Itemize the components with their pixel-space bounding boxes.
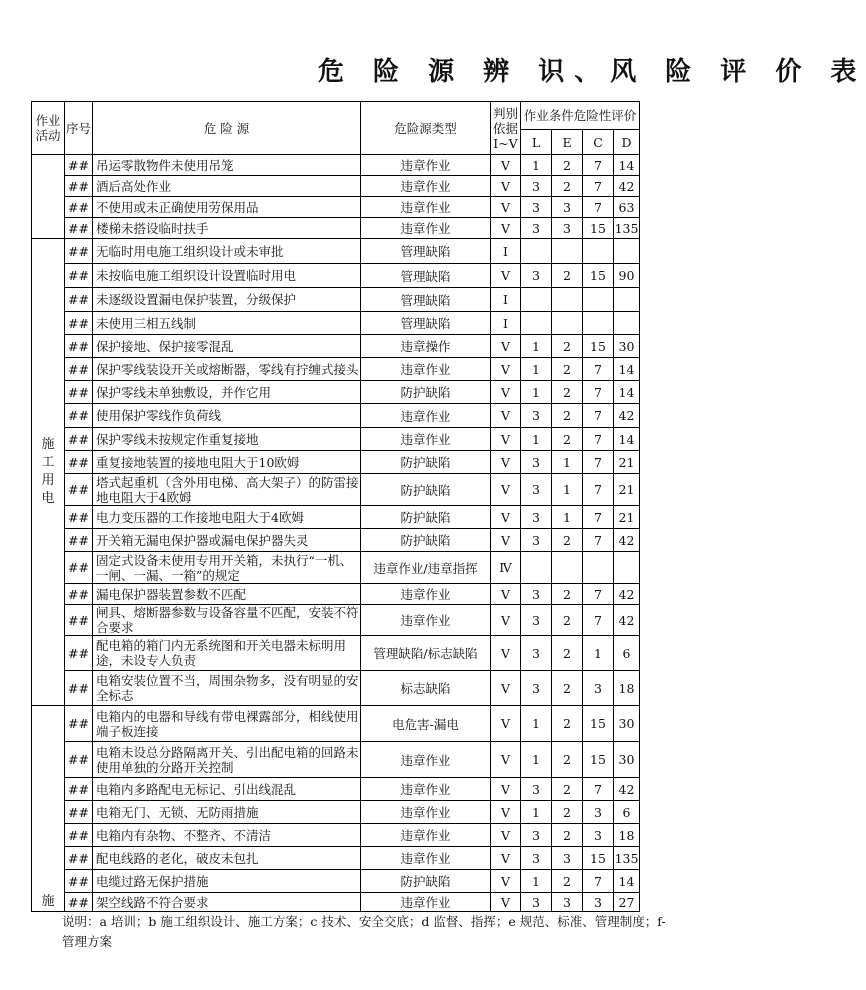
- type-cell: 防护缺陷: [361, 474, 491, 506]
- hazard-cell: 闸具、熔断器参数与设备容量不匹配，安装不符合要求: [93, 605, 361, 636]
- hazard-cell: 未逐级设置漏电保护装置，分级保护: [93, 288, 361, 312]
- seq-cell: ##: [65, 288, 93, 312]
- table-row: [32, 239, 640, 264]
- d-cell: 42: [614, 605, 640, 636]
- hazard-cell: 未使用三相五线制: [93, 312, 361, 335]
- l-cell: [521, 239, 552, 264]
- c-cell: 3: [583, 671, 614, 706]
- d-cell: 135: [614, 847, 640, 870]
- e-cell: 2: [552, 335, 583, 358]
- e-cell: 2: [552, 778, 583, 801]
- c-cell: 7: [583, 584, 614, 605]
- e-cell: 3: [552, 218, 583, 239]
- l-cell: 3: [521, 584, 552, 605]
- e-cell: 2: [552, 636, 583, 671]
- e-cell: 1: [552, 451, 583, 474]
- header-type: 危险源类型: [361, 102, 491, 155]
- l-cell: 3: [521, 264, 552, 288]
- table-row: [32, 381, 640, 404]
- basis-cell: V: [491, 404, 521, 428]
- type-cell: 防护缺陷: [361, 870, 491, 893]
- hazard-cell: 配电箱的箱门内无系统图和开关电器未标明用途，未设专人负责: [93, 636, 361, 671]
- d-cell: 18: [614, 671, 640, 706]
- c-cell: 15: [583, 742, 614, 778]
- c-cell: 3: [583, 824, 614, 847]
- basis-cell: V: [491, 671, 521, 706]
- header-eval-group: 作业条件危险性评价: [521, 102, 640, 130]
- seq-cell: ##: [65, 742, 93, 778]
- activity-cell: [32, 155, 65, 239]
- d-cell: [614, 312, 640, 335]
- type-cell: 防护缺陷: [361, 506, 491, 529]
- type-cell: 违章作业: [361, 155, 491, 176]
- table-row: [32, 552, 640, 584]
- basis-cell: V: [491, 847, 521, 870]
- table-row: [32, 506, 640, 529]
- basis-cell: V: [491, 428, 521, 451]
- basis-cell: V: [491, 506, 521, 529]
- d-cell: 27: [614, 893, 640, 912]
- basis-cell: V: [491, 451, 521, 474]
- seq-cell: ##: [65, 264, 93, 288]
- hazard-cell: 电箱安装位置不当，周围杂物多，没有明显的安全标志: [93, 671, 361, 706]
- seq-cell: ##: [65, 636, 93, 671]
- type-cell: 违章作业: [361, 801, 491, 824]
- d-cell: 6: [614, 636, 640, 671]
- l-cell: 1: [521, 428, 552, 451]
- e-cell: 1: [552, 474, 583, 506]
- seq-cell: ##: [65, 529, 93, 552]
- e-cell: 2: [552, 176, 583, 197]
- type-cell: 标志缺陷: [361, 671, 491, 706]
- seq-cell: ##: [65, 778, 93, 801]
- table-row: [32, 742, 640, 778]
- table-row: [32, 671, 640, 706]
- seq-cell: ##: [65, 176, 93, 197]
- l-cell: 3: [521, 847, 552, 870]
- c-cell: 7: [583, 451, 614, 474]
- header-activity: 作业活动: [32, 102, 65, 155]
- e-cell: [552, 552, 583, 584]
- l-cell: 1: [521, 742, 552, 778]
- e-cell: 1: [552, 506, 583, 529]
- type-cell: 违章作业/违章指挥: [361, 552, 491, 584]
- table-row: [32, 428, 640, 451]
- l-cell: 3: [521, 778, 552, 801]
- table-row: [32, 218, 640, 239]
- hazard-cell: 不使用或未正确使用劳保用品: [93, 197, 361, 218]
- l-cell: 3: [521, 176, 552, 197]
- d-cell: 30: [614, 335, 640, 358]
- type-cell: 违章作业: [361, 742, 491, 778]
- type-cell: 违章作业: [361, 824, 491, 847]
- seq-cell: ##: [65, 847, 93, 870]
- l-cell: 3: [521, 824, 552, 847]
- table-row: [32, 358, 640, 381]
- c-cell: 7: [583, 870, 614, 893]
- basis-cell: V: [491, 358, 521, 381]
- d-cell: 30: [614, 706, 640, 742]
- c-cell: 7: [583, 529, 614, 552]
- type-cell: 管理缺陷: [361, 264, 491, 288]
- basis-cell: Ⅳ: [491, 552, 521, 584]
- type-cell: 违章作业: [361, 605, 491, 636]
- basis-cell: V: [491, 605, 521, 636]
- d-cell: [614, 552, 640, 584]
- d-cell: 6: [614, 801, 640, 824]
- activity-cell: [32, 239, 65, 706]
- table-row: [32, 264, 640, 288]
- l-cell: 3: [521, 636, 552, 671]
- e-cell: 2: [552, 605, 583, 636]
- c-cell: 7: [583, 778, 614, 801]
- hazard-cell: 电箱内的电器和导线有带电裸露部分，相线使用端子板连接: [93, 706, 361, 742]
- hazard-cell: 电力变压器的工作接地电阻大于4欧姆: [93, 506, 361, 529]
- table-row: [32, 801, 640, 824]
- type-cell: 违章作业: [361, 404, 491, 428]
- c-cell: 15: [583, 847, 614, 870]
- e-cell: 2: [552, 706, 583, 742]
- basis-cell: V: [491, 824, 521, 847]
- table-row: [32, 312, 640, 335]
- hazard-cell: 电箱无门、无锁、无防雨措施: [93, 801, 361, 824]
- seq-cell: ##: [65, 474, 93, 506]
- c-cell: 7: [583, 506, 614, 529]
- activity-label: 施工用电: [41, 437, 55, 506]
- hazard-cell: 电箱未设总分路隔离开关、引出配电箱的回路未使用单独的分路开关控制: [93, 742, 361, 778]
- basis-cell: V: [491, 176, 521, 197]
- hazard-cell: 未按临电施工组织设计设置临时用电: [93, 264, 361, 288]
- l-cell: 3: [521, 605, 552, 636]
- c-cell: 7: [583, 155, 614, 176]
- l-cell: 1: [521, 706, 552, 742]
- type-cell: 违章操作: [361, 335, 491, 358]
- seq-cell: ##: [65, 312, 93, 335]
- c-cell: 7: [583, 404, 614, 428]
- seq-cell: ##: [65, 584, 93, 605]
- d-cell: 90: [614, 264, 640, 288]
- d-cell: 42: [614, 529, 640, 552]
- hazard-cell: 保护零线未单独敷设，并作它用: [93, 381, 361, 404]
- seq-cell: ##: [65, 671, 93, 706]
- hazard-cell: 电缆过路无保护措施: [93, 870, 361, 893]
- table-row: [32, 335, 640, 358]
- basis-cell: V: [491, 335, 521, 358]
- seq-cell: ##: [65, 155, 93, 176]
- seq-cell: ##: [65, 801, 93, 824]
- basis-cell: V: [491, 801, 521, 824]
- hazard-cell: 楼梯未搭设临时扶手: [93, 218, 361, 239]
- table-row: [32, 529, 640, 552]
- table-row: [32, 404, 640, 428]
- header-d: D: [614, 130, 640, 155]
- c-cell: 7: [583, 474, 614, 506]
- hazard-cell: 使用保护零线作负荷线: [93, 404, 361, 428]
- e-cell: 2: [552, 801, 583, 824]
- l-cell: 1: [521, 358, 552, 381]
- seq-cell: ##: [65, 335, 93, 358]
- basis-cell: V: [491, 636, 521, 671]
- e-cell: 3: [552, 197, 583, 218]
- seq-cell: ##: [65, 404, 93, 428]
- table-row: [32, 893, 640, 912]
- seq-cell: ##: [65, 605, 93, 636]
- d-cell: 42: [614, 778, 640, 801]
- type-cell: 管理缺陷/标志缺陷: [361, 636, 491, 671]
- table-row: [32, 451, 640, 474]
- c-cell: [583, 312, 614, 335]
- table-row: [32, 778, 640, 801]
- l-cell: 3: [521, 529, 552, 552]
- seq-cell: ##: [65, 552, 93, 584]
- c-cell: 7: [583, 358, 614, 381]
- table-row: [32, 288, 640, 312]
- c-cell: 15: [583, 218, 614, 239]
- d-cell: 42: [614, 584, 640, 605]
- seq-cell: ##: [65, 218, 93, 239]
- seq-cell: ##: [65, 893, 93, 912]
- table-row: [32, 706, 640, 742]
- c-cell: 7: [583, 605, 614, 636]
- e-cell: 2: [552, 584, 583, 605]
- e-cell: 2: [552, 264, 583, 288]
- basis-cell: V: [491, 706, 521, 742]
- header-basis: 判别依据I~V: [491, 102, 521, 155]
- c-cell: [583, 288, 614, 312]
- hazard-cell: 重复接地装置的接地电阻大于10欧姆: [93, 451, 361, 474]
- table-row: [32, 155, 640, 176]
- table-row: [32, 197, 640, 218]
- basis-cell: V: [491, 742, 521, 778]
- seq-cell: ##: [65, 706, 93, 742]
- page-title: 危 险 源 辨 识、风 险 评 价 表: [318, 57, 866, 87]
- type-cell: 防护缺陷: [361, 381, 491, 404]
- l-cell: 1: [521, 801, 552, 824]
- e-cell: 3: [552, 893, 583, 912]
- c-cell: 15: [583, 335, 614, 358]
- l-cell: 3: [521, 218, 552, 239]
- type-cell: 管理缺陷: [361, 312, 491, 335]
- l-cell: [521, 552, 552, 584]
- hazard-cell: 电箱内多路配电无标记、引出线混乱: [93, 778, 361, 801]
- table-row: [32, 584, 640, 605]
- e-cell: 2: [552, 870, 583, 893]
- basis-cell: V: [491, 893, 521, 912]
- d-cell: 14: [614, 428, 640, 451]
- d-cell: 63: [614, 197, 640, 218]
- l-cell: 3: [521, 893, 552, 912]
- l-cell: 3: [521, 404, 552, 428]
- header-l: L: [521, 130, 552, 155]
- basis-cell: Ⅰ: [491, 288, 521, 312]
- hazard-cell: 保护零线装设开关或熔断器，零线有拧缠式接头: [93, 358, 361, 381]
- basis-cell: V: [491, 381, 521, 404]
- basis-cell: V: [491, 474, 521, 506]
- l-cell: 1: [521, 381, 552, 404]
- c-cell: 3: [583, 801, 614, 824]
- l-cell: 3: [521, 671, 552, 706]
- e-cell: 2: [552, 824, 583, 847]
- c-cell: 15: [583, 706, 614, 742]
- e-cell: 2: [552, 742, 583, 778]
- c-cell: 7: [583, 428, 614, 451]
- basis-cell: V: [491, 584, 521, 605]
- type-cell: 违章作业: [361, 847, 491, 870]
- e-cell: [552, 312, 583, 335]
- d-cell: 21: [614, 451, 640, 474]
- basis-cell: V: [491, 529, 521, 552]
- basis-cell: V: [491, 155, 521, 176]
- d-cell: [614, 288, 640, 312]
- activity-cell: [32, 706, 65, 912]
- table-row: [32, 474, 640, 506]
- c-cell: 1: [583, 636, 614, 671]
- table-row: [32, 847, 640, 870]
- e-cell: 2: [552, 155, 583, 176]
- type-cell: 违章作业: [361, 176, 491, 197]
- seq-cell: ##: [65, 870, 93, 893]
- basis-cell: Ⅰ: [491, 312, 521, 335]
- d-cell: 42: [614, 404, 640, 428]
- l-cell: [521, 312, 552, 335]
- e-cell: 2: [552, 404, 583, 428]
- hazard-cell: 塔式起重机（含外用电梯、高大架子）的防雷接地电阻大于4欧姆: [93, 474, 361, 506]
- type-cell: 违章作业: [361, 428, 491, 451]
- l-cell: 3: [521, 506, 552, 529]
- l-cell: 3: [521, 451, 552, 474]
- hazard-cell: 保护接地、保护接零混乱: [93, 335, 361, 358]
- table-row: [32, 176, 640, 197]
- hazard-cell: 酒后高处作业: [93, 176, 361, 197]
- seq-cell: ##: [65, 451, 93, 474]
- hazard-cell: 保护零线未按规定作重复接地: [93, 428, 361, 451]
- c-cell: 7: [583, 381, 614, 404]
- e-cell: [552, 288, 583, 312]
- c-cell: 15: [583, 264, 614, 288]
- type-cell: 违章作业: [361, 197, 491, 218]
- type-cell: 电危害-漏电: [361, 706, 491, 742]
- seq-cell: ##: [65, 197, 93, 218]
- seq-cell: ##: [65, 358, 93, 381]
- l-cell: 3: [521, 197, 552, 218]
- table-row: [32, 605, 640, 636]
- d-cell: 14: [614, 358, 640, 381]
- seq-cell: ##: [65, 428, 93, 451]
- basis-cell: V: [491, 197, 521, 218]
- hazard-cell: 无临时用电施工组织设计或未审批: [93, 239, 361, 264]
- e-cell: [552, 239, 583, 264]
- hazard-cell: 漏电保护器装置参数不匹配: [93, 584, 361, 605]
- d-cell: 135: [614, 218, 640, 239]
- type-cell: 防护缺陷: [361, 529, 491, 552]
- hazard-cell: 配电线路的老化，破皮未包扎: [93, 847, 361, 870]
- e-cell: 2: [552, 529, 583, 552]
- d-cell: 30: [614, 742, 640, 778]
- seq-cell: ##: [65, 239, 93, 264]
- table-row: [32, 870, 640, 893]
- e-cell: 2: [552, 381, 583, 404]
- c-cell: 7: [583, 197, 614, 218]
- header-hazard: 危 险 源: [93, 102, 361, 155]
- hazard-cell: 固定式设备未使用专用开关箱，未执行“一机、一闸、一漏、一箱”的规定: [93, 552, 361, 584]
- d-cell: 21: [614, 474, 640, 506]
- hazard-cell: 开关箱无漏电保护器或漏电保护器失灵: [93, 529, 361, 552]
- basis-cell: Ⅰ: [491, 239, 521, 264]
- d-cell: 14: [614, 870, 640, 893]
- basis-cell: V: [491, 870, 521, 893]
- basis-cell: V: [491, 264, 521, 288]
- table-body: [32, 155, 640, 912]
- seq-cell: ##: [65, 506, 93, 529]
- l-cell: 1: [521, 155, 552, 176]
- hazard-cell: 吊运零散物件未使用吊笼: [93, 155, 361, 176]
- l-cell: [521, 288, 552, 312]
- c-cell: 7: [583, 176, 614, 197]
- c-cell: 3: [583, 893, 614, 912]
- seq-cell: ##: [65, 824, 93, 847]
- c-cell: [583, 552, 614, 584]
- e-cell: 2: [552, 428, 583, 451]
- basis-cell: V: [491, 218, 521, 239]
- table-row: [32, 824, 640, 847]
- hazard-table: [31, 101, 640, 912]
- type-cell: 违章作业: [361, 218, 491, 239]
- activity-label: 施: [41, 894, 55, 909]
- header-seq: 序号: [65, 102, 93, 155]
- type-cell: 管理缺陷: [361, 288, 491, 312]
- l-cell: 3: [521, 474, 552, 506]
- d-cell: 42: [614, 176, 640, 197]
- d-cell: [614, 239, 640, 264]
- header-c: C: [583, 130, 614, 155]
- e-cell: 2: [552, 358, 583, 381]
- type-cell: 违章作业: [361, 358, 491, 381]
- d-cell: 18: [614, 824, 640, 847]
- footnote: 说明：a 培训；b 施工组织设计、施工方案；c 技术、安全交底；d 监督、指挥；e 规范、标准、管理制度；f-管理方案: [62, 914, 666, 949]
- seq-cell: ##: [65, 381, 93, 404]
- l-cell: 1: [521, 335, 552, 358]
- type-cell: 防护缺陷: [361, 451, 491, 474]
- c-cell: [583, 239, 614, 264]
- type-cell: 违章作业: [361, 584, 491, 605]
- l-cell: 1: [521, 870, 552, 893]
- d-cell: 21: [614, 506, 640, 529]
- e-cell: 2: [552, 671, 583, 706]
- hazard-cell: 架空线路不符合要求: [93, 893, 361, 912]
- e-cell: 3: [552, 847, 583, 870]
- type-cell: 管理缺陷: [361, 239, 491, 264]
- header-e: E: [552, 130, 583, 155]
- table-row: [32, 636, 640, 671]
- d-cell: 14: [614, 155, 640, 176]
- type-cell: 违章作业: [361, 778, 491, 801]
- d-cell: 14: [614, 381, 640, 404]
- basis-cell: V: [491, 778, 521, 801]
- hazard-cell: 电箱内有杂物、不整齐、不清洁: [93, 824, 361, 847]
- type-cell: 违章作业: [361, 893, 491, 912]
